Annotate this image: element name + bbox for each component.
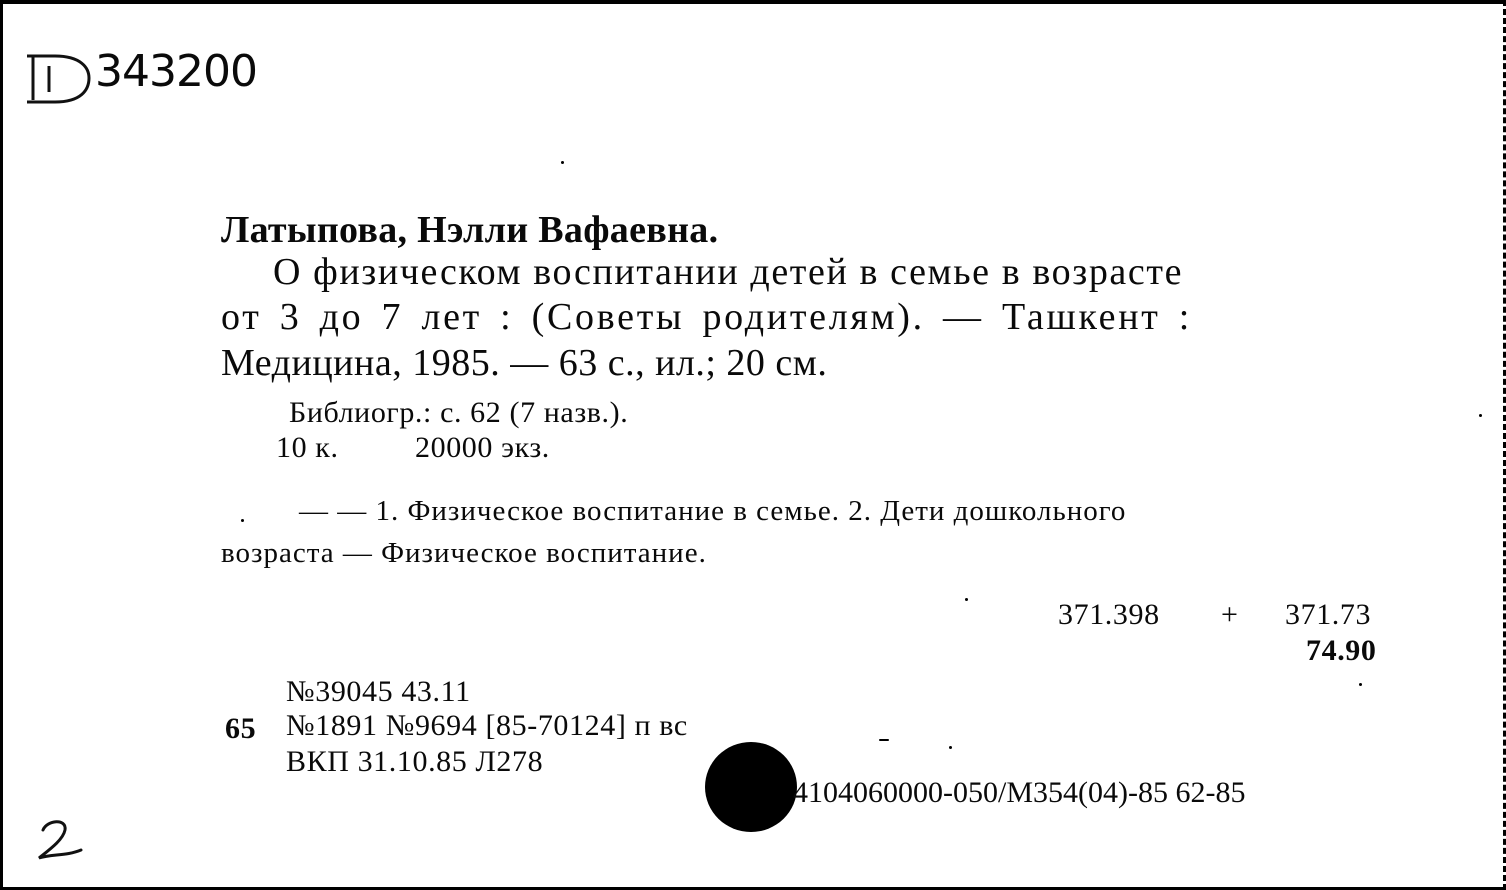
bbk-code: 74.90: [1306, 634, 1377, 667]
handwritten-2-icon: [33, 814, 89, 866]
copies: 20000 экз.: [415, 431, 550, 464]
order-line-1: №39045 43.11: [286, 675, 471, 708]
udc-code: 371.398: [1058, 598, 1160, 631]
handwritten-mark: [33, 814, 89, 871]
subjects-line-1: — — 1. Физическое воспитание в семье. 2. Дети дошкольного: [299, 495, 1127, 527]
speck: [949, 746, 952, 749]
inventory-stamp: [19, 48, 95, 113]
speck: [241, 519, 244, 522]
subjects-line-2: возраста — Физическое воспитание.: [221, 537, 707, 569]
speck: [965, 598, 968, 601]
speck: [879, 739, 889, 741]
speck: [561, 161, 564, 164]
udc-code-2: 371.73: [1285, 598, 1372, 631]
title-line-1: О физическом воспитании детей в семье в возрасте: [273, 251, 1184, 293]
bibliography-note: Библиогр.: с. 62 (7 назв.).: [289, 396, 629, 429]
inventory-number: 343200: [95, 46, 257, 97]
isbn-code: 4104060000-050/М354(04)-85 62-85: [793, 776, 1246, 809]
speck: [1359, 683, 1362, 686]
punch-hole: [705, 742, 797, 832]
order-line-3: ВКП 31.10.85 Л278: [286, 745, 544, 778]
price: 10 к.: [276, 431, 339, 464]
udc-plus: +: [1221, 598, 1239, 631]
order-prefix: 65: [225, 712, 257, 745]
title-line-3: Медицина, 1985. — 63 с., ил.; 20 см.: [221, 342, 828, 384]
speck: [1479, 414, 1482, 417]
d-circle-icon: [19, 48, 95, 108]
title-line-2: от 3 до 7 лет : (Советы родителям). — Ташкент :: [221, 296, 1193, 338]
order-line-2: №1891 №9694 [85-70124] п вс: [286, 709, 688, 742]
author-heading: Латыпова, Нэлли Вафаевна.: [221, 209, 719, 251]
